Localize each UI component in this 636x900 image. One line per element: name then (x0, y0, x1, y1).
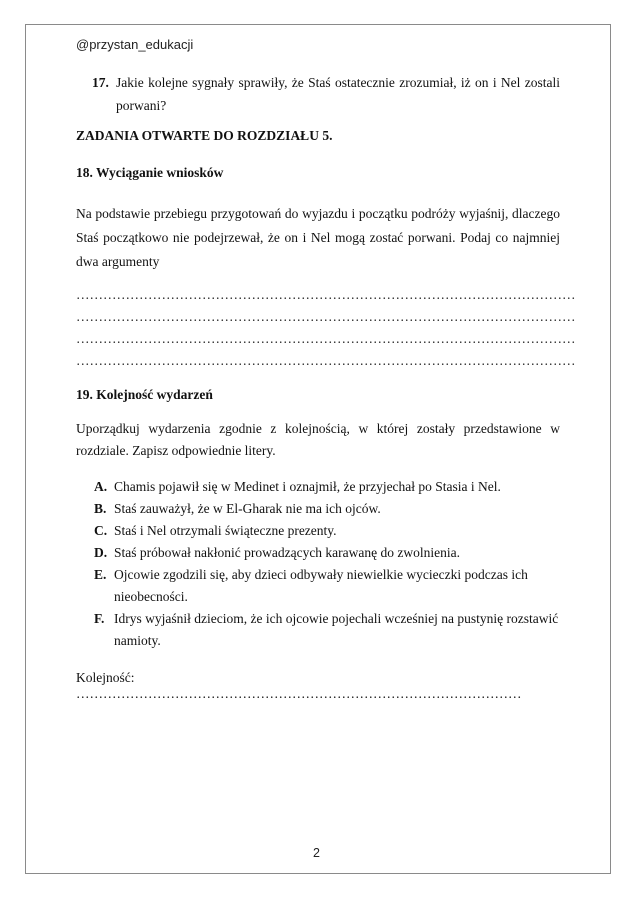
option-text: Chamis pojawił się w Medinet i oznajmił, że przyjechał po Stasia i Nel. (114, 479, 501, 494)
author-handle: @przystan_edukacji (76, 37, 194, 52)
option-letter: E. (94, 567, 107, 582)
question-17-text-line2: porwani? (116, 98, 167, 113)
page-number: 2 (313, 846, 320, 860)
question-18-text: Na podstawie przebiegu przygotowań do wyjazdu i początku podróży wyjaśnij, dlaczego Staś początkowo nie podejrzewał, że on i Nel mogą zostać porwani. Podaj co najmniej dwa argumenty (76, 206, 560, 269)
question-17-text-line1: Jakie kolejne sygnały sprawiły, że Staś ostatecznie zrozumiał, iż on i Nel zostali (116, 75, 560, 90)
option-c (94, 523, 337, 539)
option-letter: D. (94, 545, 108, 560)
option-text: Staś zauważył, że w El-Gharak nie ma ich ojców. (114, 501, 381, 516)
option-letter: B. (94, 501, 107, 516)
order-label: Kolejność: (76, 670, 135, 685)
question-19-title: 19. Kolejność wydarzeń (76, 387, 213, 402)
option-text: Staś próbował nakłonić prowadzących karawanę do zwolnienia. (114, 545, 460, 560)
option-b (94, 501, 381, 517)
answer-line-2[interactable]: ………………………………………………………………………………………………… (76, 309, 576, 324)
option-letter: A. (94, 479, 108, 494)
option-letter: F. (94, 611, 105, 626)
option-e (94, 567, 528, 583)
answer-line-1[interactable]: ………………………………………………………………………………………………… (76, 287, 576, 302)
order-answer (76, 670, 522, 702)
option-e-continued: nieobecności. (114, 589, 188, 604)
option-text: Idrys wyjaśnił dzieciom, że ich ojcowie pojechali wcześniej na pustynię rozstawić (114, 611, 559, 626)
answer-line-3[interactable]: ………………………………………………………………………………………………… (76, 331, 576, 346)
option-text: Staś i Nel otrzymali świąteczne prezenty. (114, 523, 337, 538)
question-18-title: 18. Wyciąganie wniosków (76, 165, 224, 180)
option-letter: C. (94, 523, 108, 538)
option-d (94, 545, 460, 561)
answer-line-4[interactable]: ………………………………………………………………………………………………… (76, 353, 576, 368)
option-f (94, 611, 558, 627)
question-19-text: Uporządkuj wydarzenia zgodnie z kolejnością, w której zostały przedstawione w rozdziale. Zapisz odpowiednie litery. (76, 421, 560, 458)
question-17-number: 17. (92, 75, 109, 90)
option-a (94, 479, 501, 495)
section-title: ZADANIA OTWARTE DO ROZDZIAŁU 5. (76, 128, 333, 143)
option-f-continued: namioty. (114, 633, 161, 648)
option-text: Ojcowie zgodzili się, aby dzieci odbywały niewielkie wycieczki podczas ich (114, 567, 528, 582)
order-answer-line[interactable]: ……………………………………………………………………………………… (76, 686, 522, 701)
